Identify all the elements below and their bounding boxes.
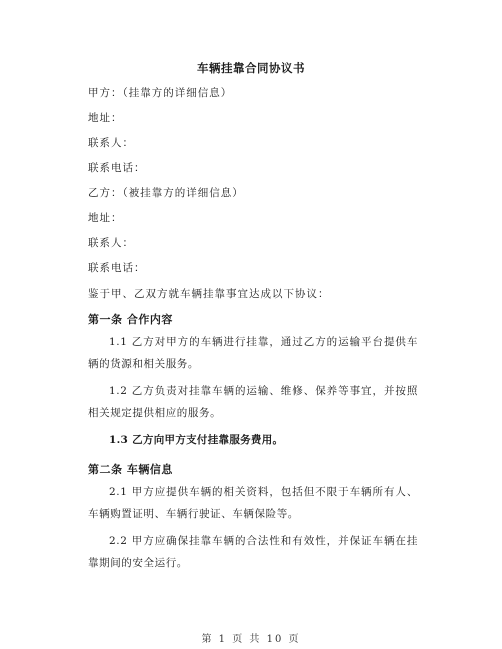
article-1-heading: 第一条 合作内容 <box>88 313 173 326</box>
article-2-heading: 第二条 车辆信息 <box>88 463 173 476</box>
page-number-footer: 第 1 页 共 10 页 <box>201 634 301 645</box>
party-b-address: 地址： <box>88 212 123 224</box>
article-2-clause-2: 2.2 甲方应确保挂靠车辆的合法性和有效性，并保证车辆在挂靠期间的安全运行。 <box>88 535 418 569</box>
article-1-clause-1: 1.1 乙方对甲方的车辆进行挂靠，通过乙方的运输平台提供车辆的货源和相关服务。 <box>88 336 418 370</box>
party-b-line: 乙方：（被挂靠方的详细信息） <box>88 187 244 199</box>
party-a-address: 地址： <box>88 112 123 124</box>
article-2-clause-1: 2.1 甲方应提供车辆的相关资料，包括但不限于车辆所有人、车辆购置证明、车辆行驶证、车辆保险等。 <box>88 486 418 520</box>
party-a-phone: 联系电话： <box>88 162 146 174</box>
party-b-phone: 联系电话： <box>88 262 146 274</box>
party-b-contact: 联系人： <box>88 237 134 249</box>
party-a-line: 甲方：（挂靠方的详细信息） <box>88 87 233 99</box>
document-title: 车辆挂靠合同协议书 <box>197 61 305 75</box>
party-a-contact: 联系人： <box>88 137 134 149</box>
article-1-clause-2: 1.2 乙方负责对挂靠车辆的运输、维修、保养等事宜，并按照相关规定提供相应的服务。 <box>88 385 418 419</box>
article-1-clause-3: 1.3 乙方向甲方支付挂靠服务费用。 <box>109 434 284 446</box>
preamble: 鉴于甲、乙双方就车辆挂靠事宜达成以下协议： <box>88 288 330 300</box>
